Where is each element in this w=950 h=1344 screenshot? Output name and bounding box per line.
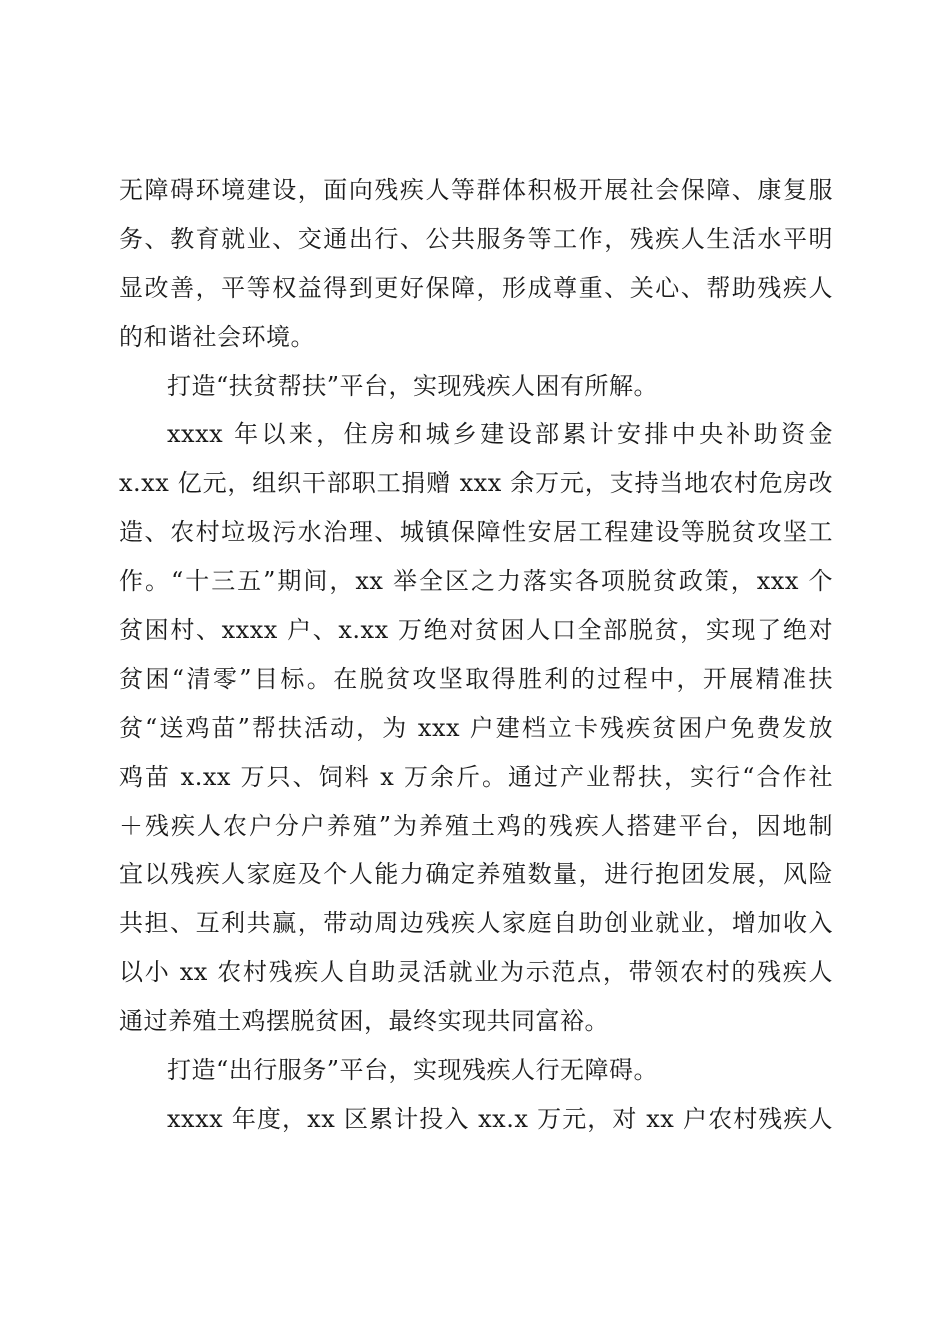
text-line: 无障碍环境建设，面向残疾人等群体积极开展社会保障、康复服	[119, 176, 833, 204]
text-line: 作。“十三五”期间，xx 举全区之力落实各项脱贫政策，xxx 个	[119, 567, 833, 596]
document-body	[119, 166, 833, 1144]
paragraph-accessibility-summary	[119, 166, 833, 362]
paragraph-travel-service	[119, 1095, 833, 1144]
text-line: 共担、互利共赢，带动周边残疾人家庭自助创业就业，增加收入	[119, 909, 833, 938]
text-line: 贫困“清零”目标。在脱贫攻坚取得胜利的过程中，开展精准扶	[119, 664, 833, 693]
text-line: 务、教育就业、交通出行、公共服务等工作，残疾人生活水平明	[119, 224, 833, 253]
paragraph-poverty-relief	[119, 410, 833, 1046]
text-line: 宜以残疾人家庭及个人能力确定养殖数量，进行抱团发展，风险	[119, 860, 833, 889]
text-line: x.xx 亿元，组织干部职工捐赠 xxx 余万元，支持当地农村危房改	[119, 469, 833, 498]
text-line: 贫“送鸡苗”帮扶活动，为 xxx 户建档立卡残疾贫困户免费发放	[119, 713, 833, 742]
section-heading-travel-service	[119, 1046, 833, 1095]
text-line: 打造“扶贫帮扶”平台，实现残疾人困有所解。	[167, 371, 659, 400]
text-line: 打造“出行服务”平台，实现残疾人行无障碍。	[167, 1056, 659, 1085]
text-line: 造、农村垃圾污水治理、城镇保障性安居工程建设等脱贫攻坚工	[119, 518, 833, 547]
text-line: 以小 xx 农村残疾人自助灵活就业为示范点，带领农村的残疾人	[119, 958, 833, 987]
text-line: 通过养殖土鸡摆脱贫困，最终实现共同富裕。	[119, 1007, 609, 1036]
text-line: 的和谐社会环境。	[119, 322, 315, 351]
section-heading-poverty-relief	[119, 362, 833, 411]
text-line: xxxx 年度，xx 区累计投入 xx.x 万元，对 xx 户农村残疾人	[167, 1104, 833, 1133]
text-line: xxxx 年以来，住房和城乡建设部累计安排中央补助资金	[167, 420, 833, 449]
text-line: ＋残疾人农户分户养殖”为养殖土鸡的残疾人搭建平台，因地制	[119, 811, 833, 840]
text-line: 鸡苗 x.xx 万只、饲料 x 万余斤。通过产业帮扶，实行“合作社	[119, 762, 833, 791]
text-line: 贫困村、xxxx 户、x.xx 万绝对贫困人口全部脱贫，实现了绝对	[119, 616, 833, 645]
text-line: 显改善，平等权益得到更好保障，形成尊重、关心、帮助残疾人	[119, 273, 833, 302]
